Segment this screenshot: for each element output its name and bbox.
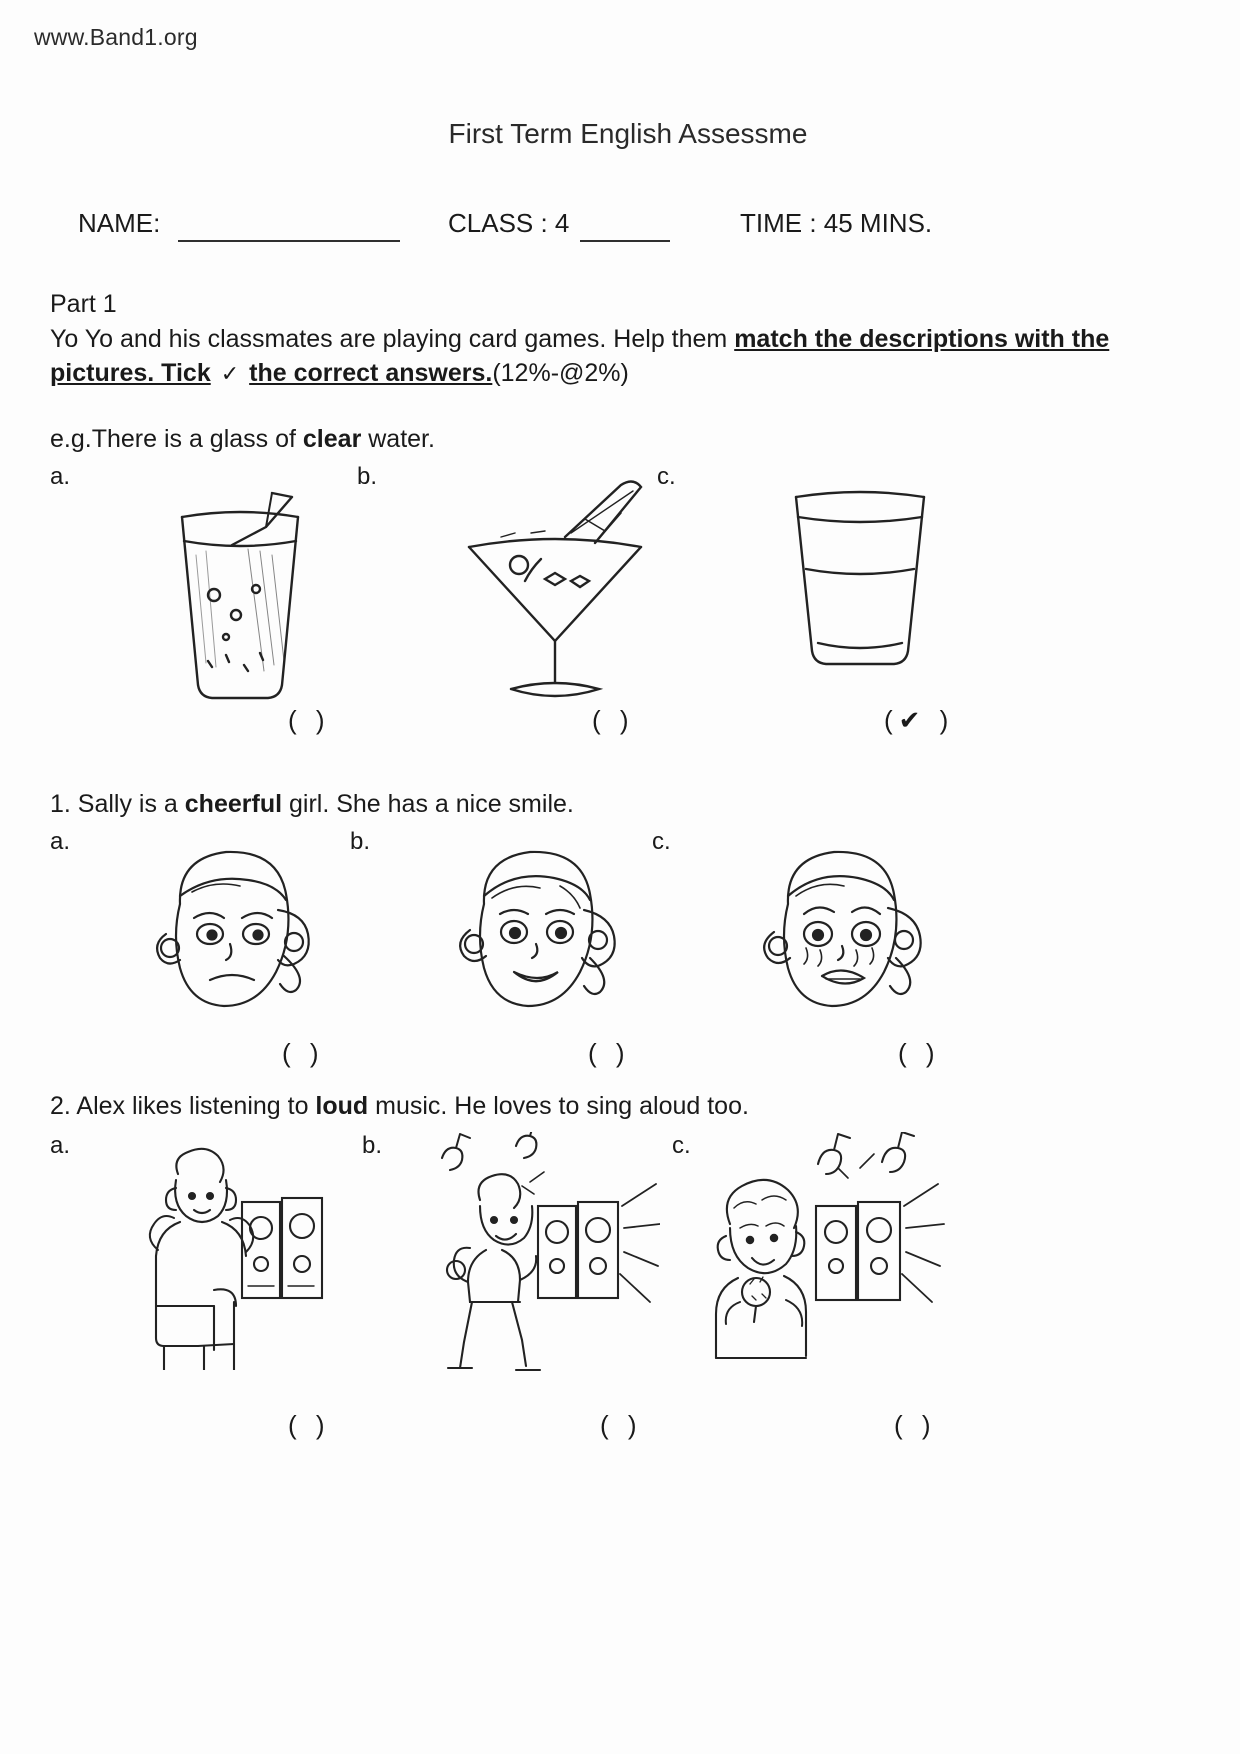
option-letter-a: a. — [50, 828, 71, 855]
question-text-before: e.g.There is a glass of — [50, 425, 303, 453]
part-instructions — [50, 322, 1210, 391]
option-letter-b: b. — [357, 463, 378, 490]
instruction-marks: (12%-@2%) — [492, 359, 629, 387]
option-letter-c: c. — [657, 463, 676, 490]
picture-tall-glass-of-clear-water — [770, 483, 950, 683]
name-label: NAME: — [78, 208, 161, 238]
answer-bracket-c[interactable]: ( ) — [894, 1410, 937, 1440]
option-letter-a: a. — [50, 1132, 71, 1159]
part-label: Part 1 — [50, 290, 117, 318]
name-blank-line — [178, 240, 400, 242]
option-letter-a: a. — [50, 463, 71, 490]
class-blank-line — [580, 240, 670, 242]
time-label: TIME : 45 MINS. — [740, 208, 933, 238]
question-text — [50, 425, 435, 454]
question-text-after: music. He loves to sing aloud too. — [368, 1092, 749, 1120]
answer-bracket-b[interactable]: ( ) — [592, 705, 635, 735]
option-letter-c: c. — [672, 1132, 691, 1159]
answer-bracket-c[interactable]: ( ) — [898, 1038, 941, 1068]
question-text — [50, 790, 574, 819]
question-text-keyword: cheerful — [184, 790, 283, 818]
instruction-bold-second: the correct answers. — [249, 359, 493, 387]
picture-boy-sitting-covering-ears-near-speakers — [118, 1140, 328, 1370]
picture-sad-girl-face — [118, 838, 338, 1028]
question-text — [50, 1092, 749, 1121]
picture-boy-singing-into-microphone-with-speakers — [700, 1132, 960, 1372]
picture-crying-girl-face — [726, 838, 946, 1028]
option-letter-b: b. — [362, 1132, 383, 1159]
check-icon: ✓ — [220, 361, 240, 386]
answer-bracket-a[interactable]: ( ) — [288, 1410, 331, 1440]
picture-boy-dancing-to-loud-speakers — [420, 1132, 660, 1372]
instruction-bold-first: match the descriptions with the pictures. Tick — [50, 325, 1110, 387]
picture-cocktail-glass-with-lemon-slice — [445, 473, 665, 713]
answer-bracket-a[interactable]: ( ) — [288, 705, 331, 735]
picture-smiling-girl-face — [422, 838, 642, 1028]
option-letter-c: c. — [652, 828, 671, 855]
page-title — [0, 118, 1240, 150]
answer-bracket-b[interactable]: ( ) — [600, 1410, 643, 1440]
option-letter-b: b. — [350, 828, 371, 855]
question-text-after: water. — [361, 425, 435, 453]
site-watermark: www.Band1.org — [34, 24, 198, 50]
question-text-after: girl. She has a nice smile. — [282, 790, 574, 818]
picture-glass-of-cloudy-water-with-straw — [140, 485, 340, 705]
question-text-keyword: loud — [315, 1092, 369, 1120]
answer-bracket-b[interactable]: ( ) — [588, 1038, 631, 1068]
instruction-lead: Yo Yo and his classmates are playing card games. Help them — [50, 325, 735, 353]
student-info-row — [0, 208, 1240, 248]
question-text-before: 2. Alex likes listening to — [50, 1092, 316, 1120]
question-text-keyword: clear — [302, 425, 362, 453]
page-title-text: First Term English Assessme — [448, 118, 808, 149]
answer-bracket-c[interactable]: (✔ ) — [884, 705, 955, 735]
answer-bracket-a[interactable]: ( ) — [282, 1038, 325, 1068]
question-text-before: 1. Sally is a — [50, 790, 185, 818]
class-label: CLASS : 4 — [448, 208, 570, 238]
